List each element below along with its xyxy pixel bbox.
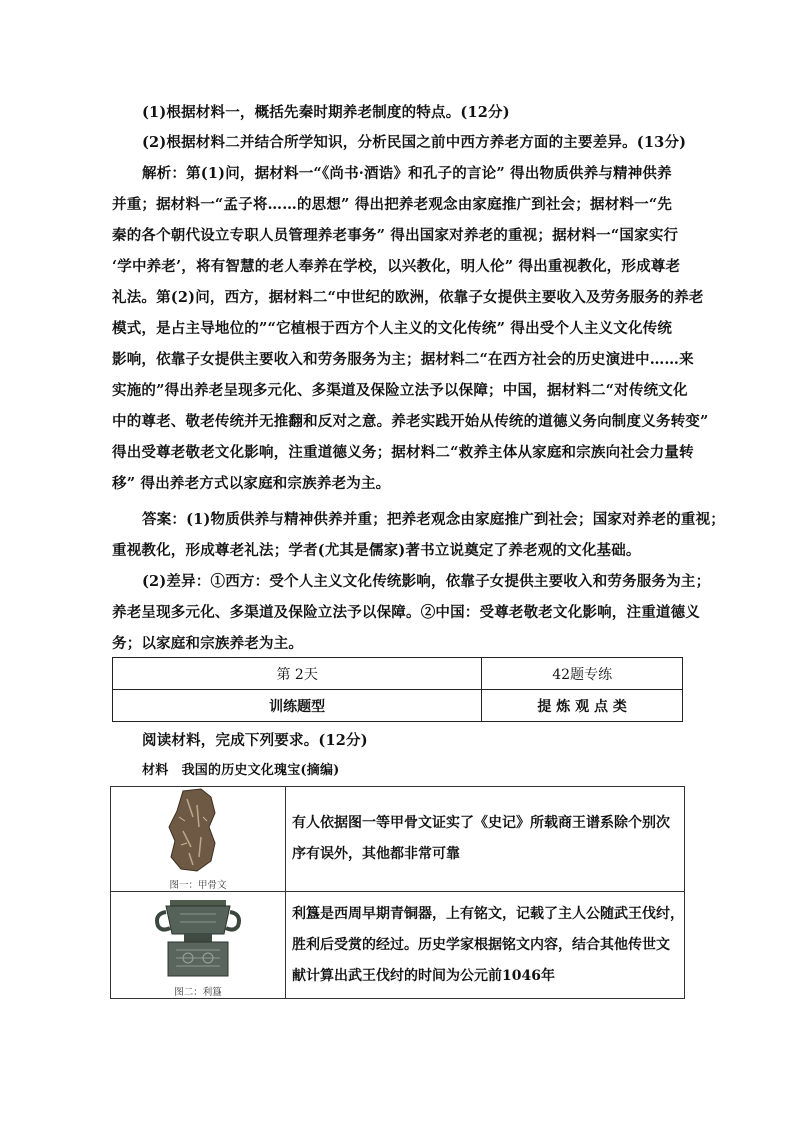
analysis-line-1: 解析：第(1)问，据材料一“《尚书·酒诰》和孔子的言论” 得出物质供养与精神供养 bbox=[142, 165, 672, 182]
type-value-cell: 提 炼 观 点 类 bbox=[482, 690, 683, 722]
instruction: 阅读材料，完成下列要求。(12分) bbox=[142, 732, 368, 749]
question-2: (2)根据材料二并结合所学知识，分析民国之前中西方养老方面的主要差异。(13分) bbox=[142, 134, 687, 151]
material-2-line-2: 胜利后受赏的经过。历史学家根据铭文内容，结合其他传世文 bbox=[292, 936, 670, 953]
analysis-line-11: 移” 得出养老方式以家庭和宗族养老为主。 bbox=[112, 475, 391, 492]
li-gui-image bbox=[150, 892, 246, 980]
answer2-line-1: (2)差异：①西方：受个人主义文化传统影响，依靠子女提供主要收入和劳务服务为主； bbox=[142, 573, 711, 590]
answer-line-2: 重视教化，形成尊老礼法；学者(尤其是儒家)著书立说奠定了养老观的文化基础。 bbox=[112, 542, 641, 559]
analysis-line-7: 影响，依靠子女提供主要收入和劳务服务为主；据材料二“在西方社会的历史演进中……来 bbox=[112, 351, 694, 368]
analysis-line-5: 礼法。第(2)问，西方，据材料二“中世纪的欧洲，依靠子女提供主要收入及劳务服务的养老 bbox=[112, 289, 704, 306]
info-table bbox=[112, 657, 683, 722]
material-caption-1: 图一：甲骨文 bbox=[169, 880, 227, 891]
special-cell: 42题专练 bbox=[482, 658, 683, 690]
analysis-line-9: 中的尊老、敬老传统并无推翻和反对之意。养老实践开始从传统的道德义务向制度义务转变” bbox=[112, 413, 709, 430]
material-image-cell-2 bbox=[111, 892, 286, 999]
analysis-line-2: 并重；据材料一“孟子将……的思想” 得出把养老观念由家庭推广到社会；据材料一“先 bbox=[112, 196, 673, 213]
material-caption-2: 图二：利簋 bbox=[174, 987, 222, 998]
material-text-cell-2 bbox=[286, 892, 685, 999]
material-1-line-2: 序有误外，其他都非常可靠 bbox=[292, 846, 460, 862]
material-table bbox=[110, 786, 685, 999]
material-2-line-1: 利簋是西周早期青铜器，上有铭文，记载了主人公随武王伐纣， bbox=[292, 905, 684, 922]
answer-line-1: 答案：(1)物质供养与精神供养并重；把养老观念由家庭推广到社会；国家对养老的重视； bbox=[142, 511, 726, 528]
type-label-cell: 训练题型 bbox=[113, 690, 482, 722]
material-text-cell-1 bbox=[286, 787, 685, 892]
material-1-line-1: 有人依据图一等甲骨文证实了《史记》所载商王谱系除个别次 bbox=[292, 815, 670, 831]
material-image-cell-1 bbox=[111, 787, 286, 892]
material-2-line-3: 献计算出武王伐纣的时间为公元前1046年 bbox=[292, 967, 555, 984]
analysis-line-10: 得出受尊老敬老文化影响，注重道德义务；据材料二“救养主体从家庭和宗族向社会力量转 bbox=[112, 444, 694, 461]
material-title: 材料 我国的历史文化瑰宝(摘编) bbox=[142, 763, 340, 778]
analysis-line-8: 实施的”得出养老呈现多元化、多渠道及保险立法予以保障；中国，据材料二“对传统文化 bbox=[112, 382, 688, 399]
analysis-line-3: 秦的各个朝代设立专职人员管理养老事务” 得出国家对养老的重视；据材料一“国家实行 bbox=[112, 227, 679, 244]
analysis-line-6: 模式，是占主导地位的”“它植根于西方个人主义的文化传统” 得出受个人主义文化传统 bbox=[112, 320, 673, 337]
question-1: (1)根据材料一，概括先秦时期养老制度的特点。(12分) bbox=[142, 104, 510, 121]
oracle-bone-image bbox=[153, 787, 243, 873]
answer2-line-3: 务；以家庭和宗族养老为主。 bbox=[112, 635, 304, 652]
day-cell: 第 2天 bbox=[113, 658, 482, 690]
answer2-line-2: 养老呈现多元化、多渠道及保险立法予以保障。②中国：受尊老敬老文化影响，注重道德义 bbox=[112, 604, 700, 621]
analysis-line-4: ‘学中养老’，将有智慧的老人奉养在学校，以兴教化，明人伦” 得出重视教化，形成尊老 bbox=[112, 258, 681, 275]
